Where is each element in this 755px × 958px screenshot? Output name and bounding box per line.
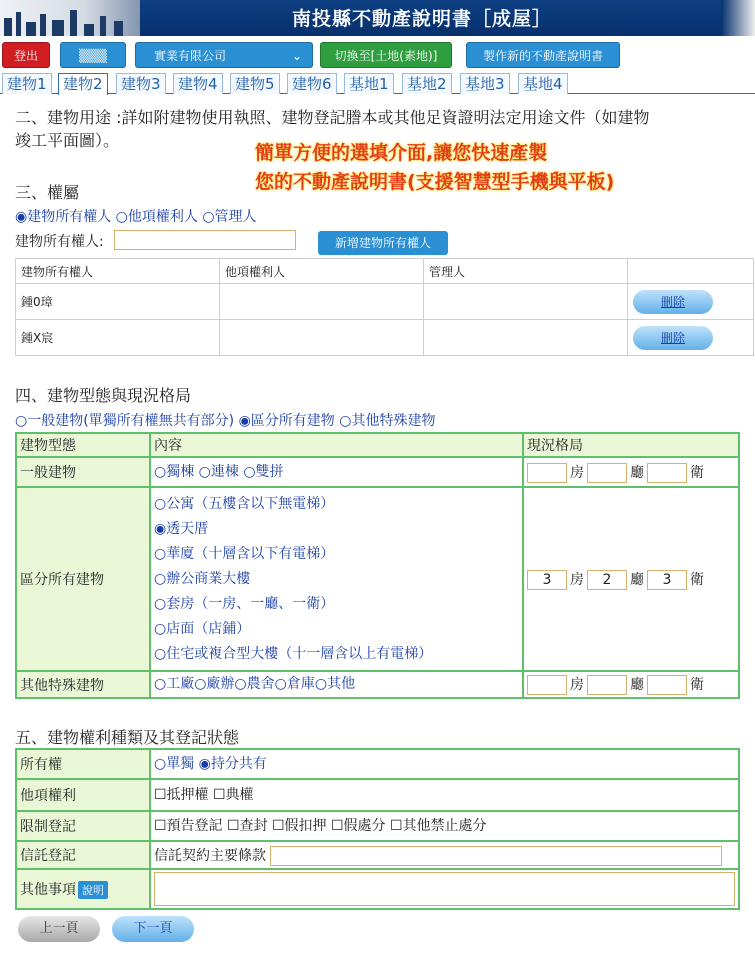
baths-input[interactable] <box>647 463 687 483</box>
tab-building-6[interactable]: 建物6 <box>287 73 337 94</box>
col-content-header: 內容 <box>150 433 523 457</box>
trust-label: 信託登記 <box>16 841 150 869</box>
section2-line2: 竣工平面圖）。 <box>15 131 120 150</box>
create-new-button[interactable]: 製作新的不動產說明書 <box>466 42 620 68</box>
owner-cell: 鍾X宸 <box>16 320 220 356</box>
logout-button[interactable]: 登出 <box>2 42 50 68</box>
option-office[interactable]: ○辦公商業大樓 <box>154 570 251 587</box>
owners-table <box>15 258 754 356</box>
rooms-input[interactable] <box>527 463 567 483</box>
restriction-options[interactable]: ☐預告登記 ☐查封 ☐假扣押 ☐假處分 ☐其他禁止處分 <box>150 811 739 841</box>
option-mansion[interactable]: ○華廈（十層含以下有電梯） <box>154 545 335 562</box>
delete-button[interactable]: 刪除 <box>633 290 713 314</box>
tab-site-4[interactable]: 基地4 <box>518 73 568 94</box>
company-select[interactable] <box>135 42 313 68</box>
toolbar <box>0 40 755 70</box>
tab-building-1[interactable]: 建物1 <box>2 73 52 94</box>
page-title: 南投縣不動產說明書［成屋］ <box>292 8 553 30</box>
owner-cell: 鍾0璋 <box>16 284 220 320</box>
table-row <box>16 284 754 320</box>
tab-building-4[interactable]: 建物4 <box>173 73 223 94</box>
tab-site-2[interactable]: 基地2 <box>402 73 452 94</box>
prev-page-button[interactable]: 上一頁 <box>18 916 100 942</box>
col-other-rights: 他項權利人 <box>220 259 424 284</box>
tab-building-2[interactable]: 建物2 <box>58 73 108 95</box>
trust-field-label: 信託契約主要條款 <box>154 847 266 864</box>
user-account-button[interactable]: ▒▒▒ <box>60 42 126 68</box>
ownership-options[interactable]: ○單獨 ◉持分共有 <box>150 749 739 779</box>
general-layout: 房 廳 衛 <box>523 457 739 487</box>
other-rights-options[interactable]: ☐抵押權 ☐典權 <box>150 779 739 811</box>
col-type-header: 建物型態 <box>16 433 150 457</box>
option-townhouse[interactable]: ◉透天厝 <box>154 520 209 537</box>
title-bar <box>0 0 755 36</box>
tab-building-5[interactable]: 建物5 <box>230 73 280 94</box>
restriction-label: 限制登記 <box>16 811 150 841</box>
strata-layout: 3 房 2 廳 3 衛 <box>523 487 739 671</box>
special-layout: 房 廳 衛 <box>523 671 739 698</box>
promo-line2: 您的不動產說明書(支援智慧型手機與平板) <box>255 171 615 193</box>
strata-building-label: 區分所有建物 <box>16 487 150 671</box>
owner-input[interactable] <box>114 230 296 250</box>
special-building-label: 其他特殊建物 <box>16 671 150 698</box>
rights-table <box>15 748 740 910</box>
col-owner: 建物所有權人 <box>16 259 220 284</box>
general-building-label: 一般建物 <box>16 457 150 487</box>
col-manager: 管理人 <box>424 259 628 284</box>
col-layout-header: 現況格局 <box>523 433 739 457</box>
section3-heading: 三、權屬 <box>15 183 80 202</box>
option-highrise[interactable]: ○住宅或複合型大樓（十一層含以上有電梯） <box>154 645 433 662</box>
explain-button[interactable]: 說明 <box>78 881 108 899</box>
halls-input[interactable] <box>587 675 627 695</box>
next-page-button[interactable]: 下一頁 <box>112 916 194 942</box>
trust-input[interactable] <box>270 846 722 866</box>
option-suite[interactable]: ○套房（一房、一廳、一衛） <box>154 595 335 612</box>
tab-bar <box>0 72 755 94</box>
add-owner-button[interactable]: 新增建物所有權人 <box>318 231 448 255</box>
building-type-table <box>15 432 740 699</box>
delete-button[interactable]: 刪除 <box>633 326 713 350</box>
rooms-input[interactable]: 3 <box>527 570 567 590</box>
option-shop[interactable]: ○店面（店鋪） <box>154 620 251 637</box>
tab-site-3[interactable]: 基地3 <box>460 73 510 94</box>
owner-input-label: 建物所有權人: <box>15 234 104 250</box>
tab-building-3[interactable]: 建物3 <box>116 73 166 94</box>
ownership-radio-group[interactable]: ◉建物所有權人 ○他項權利人 ○管理人 <box>15 209 257 225</box>
other-items-cell <box>150 869 739 909</box>
chevron-down-icon: ⌄ <box>291 49 302 63</box>
table-row <box>16 320 754 356</box>
halls-input[interactable] <box>587 463 627 483</box>
baths-input[interactable] <box>647 675 687 695</box>
general-building-options[interactable]: ○獨棟 ○連棟 ○雙拼 <box>150 457 523 487</box>
promo-line1: 簡單方便的選填介面,讓您快速產製 <box>255 142 548 164</box>
company-name: 實業有限公司 <box>154 49 227 63</box>
trust-cell <box>150 841 739 869</box>
other-items-label: 其他事項 說明 <box>16 869 150 909</box>
header-logo-image <box>0 0 140 36</box>
ownership-label: 所有權 <box>16 749 150 779</box>
other-rights-label: 他項權利 <box>16 779 150 811</box>
halls-input[interactable]: 2 <box>587 570 627 590</box>
section2-line1: 二、建物用途 :詳如附建物使用執照、建物登記謄本或其他足資證明法定用途文件（如建物 <box>15 108 650 127</box>
option-apartment[interactable]: ○公寓（五樓含以下無電梯） <box>154 495 335 512</box>
section5-heading: 五、建物權利種類及其登記狀態 <box>15 728 240 747</box>
special-building-options[interactable]: ○工廠○廠辦○農舍○倉庫○其他 <box>150 671 523 698</box>
baths-input[interactable]: 3 <box>647 570 687 590</box>
switch-land-button[interactable]: 切換至[土地(素地)] <box>320 42 452 68</box>
tab-site-1[interactable]: 基地1 <box>344 73 394 94</box>
building-type-radio-group[interactable]: ○一般建物(單獨所有權無共有部分) ◉區分所有建物 ○其他特殊建物 <box>15 413 436 429</box>
rooms-input[interactable] <box>527 675 567 695</box>
strata-building-options[interactable] <box>150 487 523 671</box>
section4-heading: 四、建物型態與現況格局 <box>15 386 192 405</box>
other-items-input[interactable] <box>154 872 735 906</box>
